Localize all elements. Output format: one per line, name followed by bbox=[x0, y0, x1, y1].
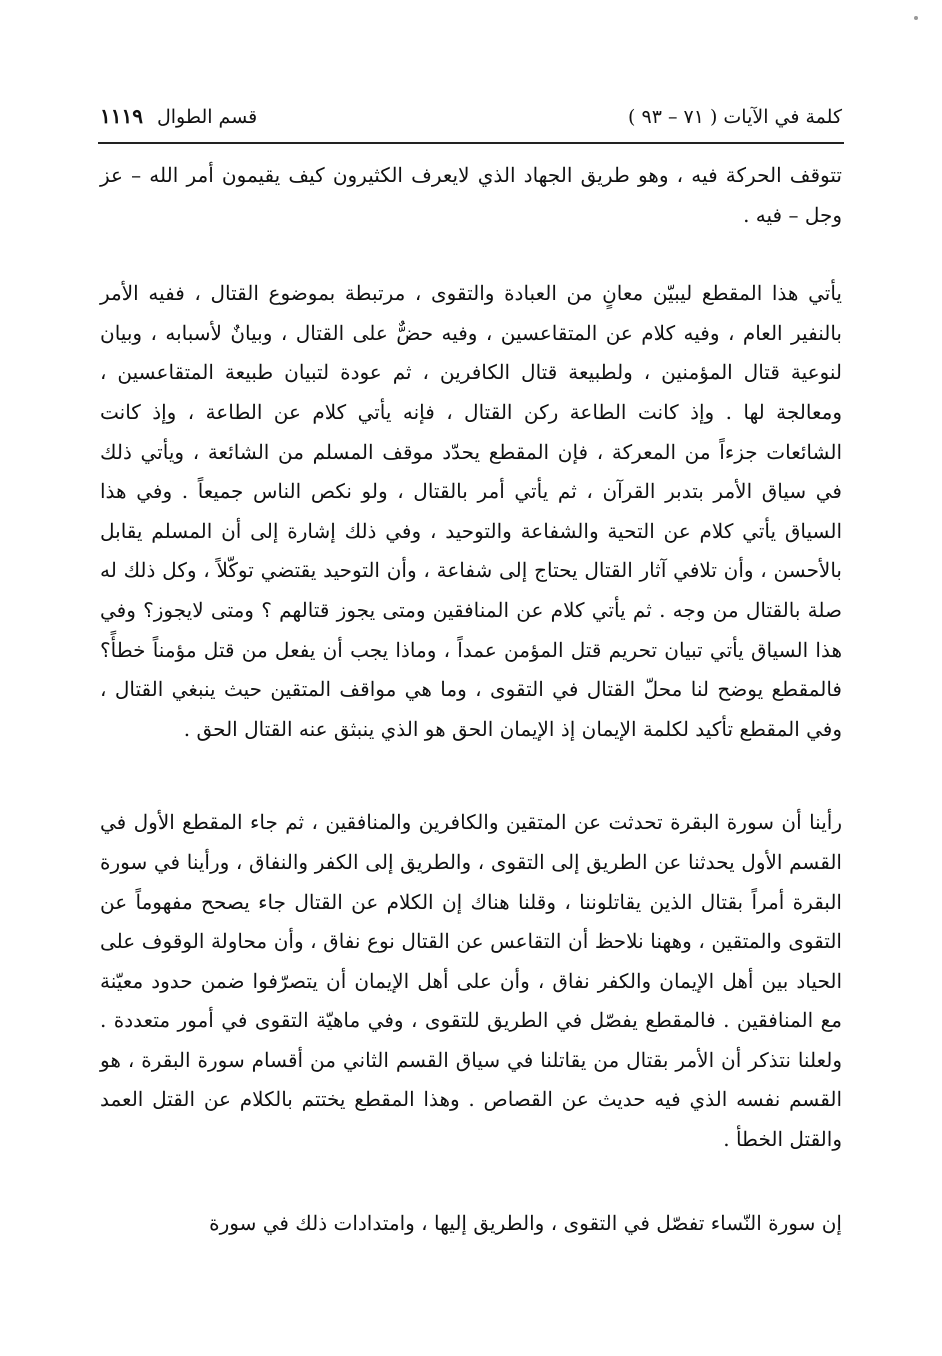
header-section: قسم الطوال bbox=[156, 106, 258, 128]
header-section-block bbox=[100, 104, 257, 128]
paragraph: رأينا أن سورة البقرة تحدثت عن المتقين والكافرين والمنافقين ، ثم جاء المقطع الأول في القسم الأول يحدثنا عن الطريق إلى التقوى ، والطريق إلى الكفر والنفاق ، ورأينا في سورة البقرة أمراً بقتال الذين يقاتلوننا ، وقلنا هناك إن الكلام عن القتال جاء يصحح مفهوماً عن التقوى والمتقين ، وههنا نلاحظ أن التقاعس عن القتال نوع نفاق ، وأن محاولة الوقوف على الحياد بين أهل الإيمان والكفر نفاق ، وأن على أهل الإيمان أن يتصرّفوا ضمن حدود معيّنة مع المنافقين . فالمقطع يفصّل في الطريق للتقوى ، وفي ماهيّة التقوى في أمور متعددة . ولعلنا نتذكر أن الأمر بقتال من يقاتلنا في سياق القسم الثاني من أقسام سورة البقرة ، هو القسم نفسه الذي فيه حديث عن القصاص . وهذا المقطع يختتم بالكلام عن القتل العمد والقتل الخطأ . bbox=[100, 810, 842, 1152]
header-rule bbox=[98, 142, 844, 144]
running-header bbox=[100, 88, 842, 128]
page-number: ١١١٩ bbox=[100, 104, 143, 128]
body-text bbox=[100, 156, 842, 1243]
paragraph: يأتي هذا المقطع ليبيّن معانٍ من العبادة والتقوى ، مرتبطة بموضوع القتال ، ففيه الأمر بالنفير العام ، وفيه كلام عن المتقاعسين ، وفيه حضٌّ على القتال ، وبيانٌ لأسبابه ، وبيان لنوعية قتال المؤمنين ، ولطبيعة قتال الكافرين ، ثم عودة لتبيان طبيعة المتقاعسين ، ومعالجة لها . وإذ كانت الطاعة ركن القتال ، فإنه يأتي كلام عن الطاعة ، وإذ كانت الشائعات جزءاً من المعركة ، فإن المقطع يحدّد موقف المسلم من الشائعة ، ويأتي ذلك في سياق الأمر بتدبر القرآن ، ثم يأتي أمر بالقتال ، ولو نكص الناس جميعاً . وفي هذا السياق يأتي كلام عن التحية والشفاعة والتوحيد ، وفي ذلك إشارة إلى أن المسلم يقابل بالأحسن ، وأن تلافي آثار القتال يحتاج إلى شفاعة ، وأن التوحيد يقتضي توكّلاً ، وكل ذلك له صلة بالقتال من وجه . ثم يأتي كلام عن المنافقين ومتى يجوز قتالهم ؟ ومتى لايجوز؟ وفي هذا السياق يأتي تبيان تحريم قتل المؤمن عمداً ، وماذا يجب أن يفعل من قتل مؤمناً خطأً؟ فالمقطع يوضح لنا محلّ القتال في التقوى ، وما هي مواقف المتقين حيث ينبغي القتال ، وفي المقطع تأكيد لكلمة الإيمان إذ الإيمان الحق هو الذي ينبثق عنه القتال الحق . bbox=[100, 281, 842, 741]
paragraph-continued: تتوقف الحركة فيه ، وهو طريق الجهاد الذي لايعرف الكثيرون كيف يقيمون أمر الله – عز وجل – فيه . bbox=[100, 163, 842, 227]
paragraph: إن سورة النّساء تفصّل في التقوى ، والطريق إليها ، وامتدادات ذلك في سورة bbox=[209, 1210, 842, 1235]
scan-speck bbox=[914, 16, 918, 20]
header-title: كلمة في الآيات ( ٧١ – ٩٣ ) bbox=[628, 106, 842, 128]
